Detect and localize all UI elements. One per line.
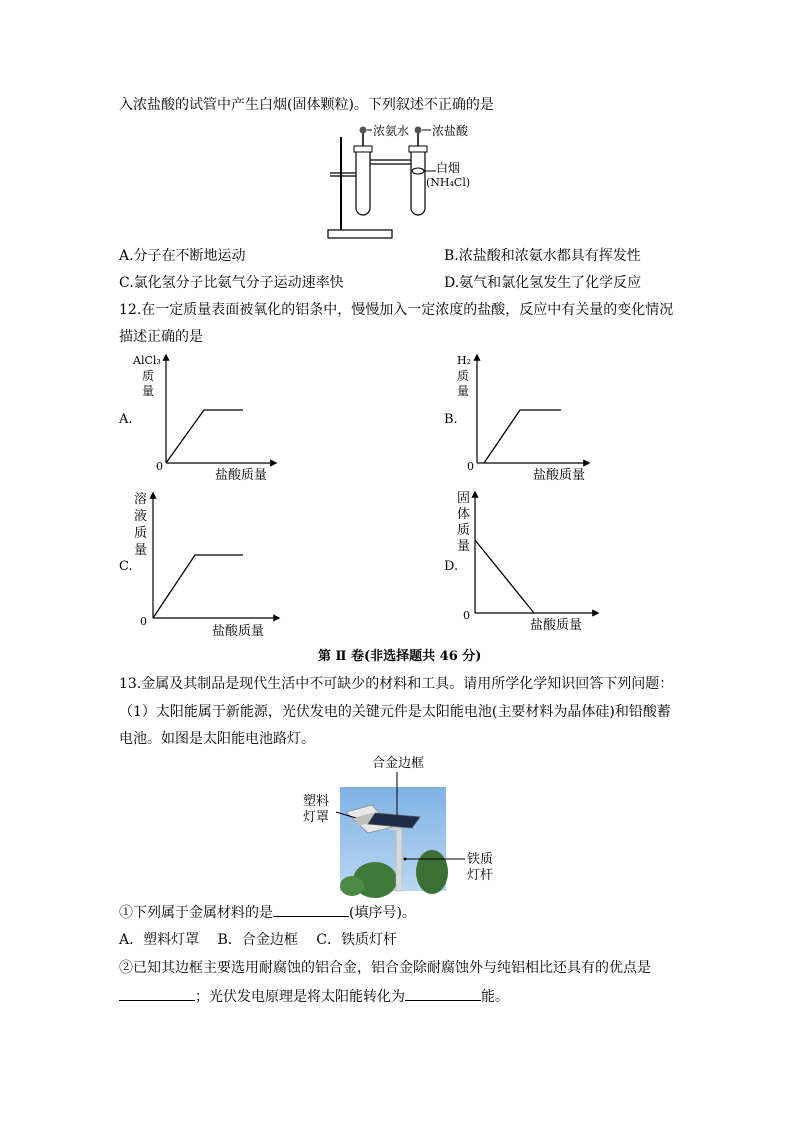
q13-sub1-options: A．塑料灯罩 B．合金边框 C．铁质灯杆: [119, 932, 398, 948]
q12-stem-line1: 12.在一定质量表面被氧化的铝条中，慢慢加入一定浓度的盐酸，反应中有关量的变化情况: [119, 302, 674, 318]
graph-d-ylabel-4: 量: [457, 539, 471, 554]
graph-a-ylabel-1: AlCl₃: [133, 354, 161, 367]
q12-stem-line2: 描述正确的是: [119, 329, 203, 345]
answer-blank-3[interactable]: [405, 986, 481, 1001]
graph-c-origin: 0: [140, 615, 147, 628]
q11-option-c: C.氯化氢分子比氨气分子运动速率快: [119, 275, 344, 291]
label-alloy-frame: 合金边框: [372, 756, 425, 771]
graph-d-ylabel-1: 固: [457, 491, 471, 506]
q13-sub2-line1: ②已知其边框主要选用耐腐蚀的铝合金，铝合金除耐腐蚀外与纯铝相比还具有的优点是: [119, 960, 651, 976]
q11-option-a: A.分子在不断地运动: [119, 248, 246, 264]
graph-b-origin: 0: [467, 460, 474, 473]
label-smoke: 白烟: [436, 161, 461, 175]
graph-c-ylabel-2: 液: [134, 509, 148, 524]
answer-blank-1[interactable]: [273, 902, 349, 917]
graph-a-origin: 0: [156, 460, 163, 473]
label-iron-pole-1: 铁质: [467, 852, 494, 867]
graph-b-letter: B.: [444, 412, 458, 427]
q13-sub2-mid: ；光伏发电原理是将太阳能转化为: [195, 989, 405, 1005]
label-hcl: 浓盐酸: [432, 124, 469, 138]
q11-intro: 入浓盐酸的试管中产生白烟(固体颗粒)。下列叙述不正确的是: [119, 97, 494, 113]
q13-sub1-pre: ①下列属于金属材料的是: [119, 905, 273, 921]
graph-b-ylabel-1: H₂: [457, 354, 472, 367]
graph-c-letter: C.: [119, 559, 133, 574]
graph-c-ylabel-1: 溶: [134, 492, 148, 507]
graph-d-xlabel: 盐酸质量: [530, 618, 583, 633]
label-plastic-cover-2: 灯罩: [303, 810, 330, 825]
graph-b-ylabel-2: 质: [457, 369, 470, 383]
graph-c-ylabel-4: 量: [134, 543, 148, 558]
section2-title: 第 Ⅱ 卷(非选择题共 46 分): [318, 649, 482, 664]
label-ammonia: 浓氨水: [373, 124, 410, 138]
q13-stem: 13.金属及其制品是现代生活中不可缺少的材料和工具。请用所学化学知识回答下列问题：: [119, 676, 674, 692]
graph-d-ylabel-3: 质: [457, 523, 471, 538]
label-iron-pole-2: 灯杆: [467, 868, 494, 883]
q11-option-d: D.氨气和氯化氢发生了化学反应: [444, 275, 642, 291]
q11-option-b: B.浓盐酸和浓氨水都具有挥发性: [444, 248, 641, 264]
q13-sub2-end: 能。: [481, 989, 509, 1005]
graph-a-ylabel-3: 量: [142, 384, 155, 398]
graph-d-origin: 0: [463, 609, 470, 622]
q13-sub1-post: (填序号)。: [349, 905, 416, 921]
graph-d-ylabel-2: 体: [457, 507, 471, 522]
graph-a-xlabel: 盐酸质量: [215, 468, 268, 483]
graph-b-xlabel: 盐酸质量: [533, 468, 586, 483]
answer-blank-2[interactable]: [119, 986, 195, 1001]
q13-p1-line2: 电池。如图是太阳能电池路灯。: [119, 731, 315, 747]
q13-sub2-line2: [119, 986, 509, 1007]
graph-c-xlabel: 盐酸质量: [212, 624, 265, 639]
q13-p1-line1: （1）太阳能属于新能源，光伏发电的关键元件是太阳能电池(主要材料为晶体硅)和铅酸蓄: [119, 704, 671, 720]
graph-d-letter: D.: [444, 559, 459, 574]
graph-a-letter: A.: [119, 412, 133, 427]
graph-b-ylabel-3: 量: [457, 384, 470, 398]
q13-sub1: [119, 902, 416, 923]
label-nh4cl: (NH₄Cl): [426, 176, 471, 189]
label-plastic-cover-1: 塑料: [303, 794, 330, 809]
graph-c-ylabel-3: 质: [134, 526, 148, 541]
graph-a-ylabel-2: 质: [142, 369, 155, 383]
